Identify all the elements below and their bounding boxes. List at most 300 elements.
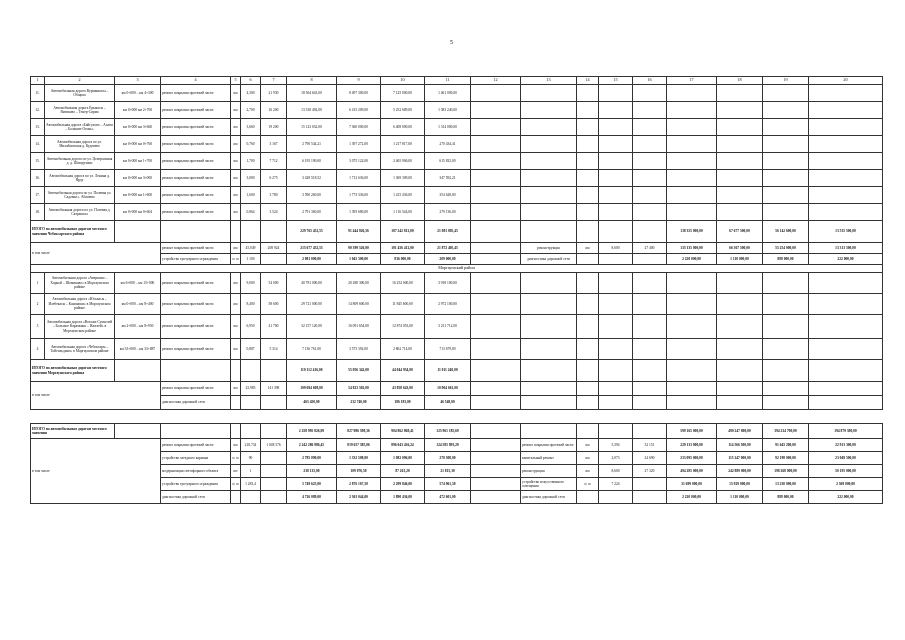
table-cell: км (231, 339, 241, 360)
grand-total-row (31, 424, 883, 439)
table-cell: 8,400 (241, 294, 261, 315)
table-cell (471, 294, 521, 315)
table-cell: 67 677 500,00 (717, 221, 763, 243)
table-cell (471, 221, 521, 243)
column-header: 11 (425, 77, 471, 85)
table-cell: км (231, 273, 241, 294)
table-cell: 354 628,00 (425, 187, 471, 204)
table-cell: 0,760 (241, 136, 261, 153)
table-cell: 31 699 000,00 (667, 478, 717, 491)
table-cell: 1 110 000,00 (717, 491, 763, 504)
table-cell: 896 043 436,24 (381, 439, 425, 452)
table-cell: 3 (31, 315, 45, 339)
table-cell: 24 690 (633, 452, 667, 465)
road-name: Автомобильная дорога по ул. Михайловская д. Кудеяево (45, 136, 115, 153)
table-cell: 3 590 260,00 (287, 187, 337, 204)
table-cell (809, 153, 883, 170)
table-cell (667, 382, 717, 396)
table-cell: ремонт покрытия проезжей части (161, 102, 231, 119)
table-cell (633, 382, 667, 396)
table-cell: диагностика дорожной сети (521, 491, 577, 504)
table-cell: 18 564 643,00 (287, 85, 337, 102)
table-cell: 2 081 000,00 (287, 254, 337, 265)
column-header: 3 (115, 77, 161, 85)
table-cell: ремонт покрытия проезжей части (161, 170, 231, 187)
table-cell (667, 204, 717, 221)
table-cell: 14. (31, 136, 45, 153)
including-label: в том числе (31, 382, 161, 410)
table-cell (577, 396, 599, 410)
table-cell: 90 (241, 452, 261, 465)
table-cell: 7 712 (261, 153, 287, 170)
table-cell: 21 872 405,45 (425, 243, 471, 254)
table-cell (261, 478, 287, 491)
table-cell: 4 726 089,00 (287, 491, 337, 504)
table-cell (261, 221, 287, 243)
table-cell (809, 315, 883, 339)
table-cell: 490 247 800,00 (717, 424, 763, 439)
including-label: в том числе (31, 439, 161, 504)
table-cell: 494 285 000,00 (667, 465, 717, 478)
table-cell (667, 119, 717, 136)
column-header: 8 (287, 77, 337, 85)
table-cell: 12. (31, 102, 45, 119)
table-cell (809, 170, 883, 187)
table-cell (521, 102, 577, 119)
table-cell: 19 200 (261, 119, 287, 136)
table-cell (599, 136, 633, 153)
table-row (31, 273, 883, 294)
table-cell (577, 382, 599, 396)
table-cell (521, 204, 577, 221)
table-cell: км (231, 204, 241, 221)
table-cell (763, 360, 809, 382)
table-cell (717, 273, 763, 294)
table-cell (717, 294, 763, 315)
table-cell (809, 119, 883, 136)
table-cell (763, 153, 809, 170)
table-cell (599, 221, 633, 243)
table-cell (577, 170, 599, 187)
table-cell: ремонт покрытия проезжей части (161, 315, 231, 339)
road-name: Автомобильная дорога «Юськасы – Илебекасы – Кашмаши» в Моргаушском районе (45, 294, 115, 315)
table-cell: шт (231, 465, 241, 478)
table-cell (471, 339, 521, 360)
table-cell (633, 315, 667, 339)
table-cell (241, 491, 261, 504)
table-cell (471, 243, 521, 254)
table-cell: 2 785 090,00 (287, 452, 337, 465)
table-cell (471, 187, 521, 204)
table-cell (161, 424, 231, 439)
table-cell: п. м (231, 254, 241, 265)
road-name: Автомобильная дорога по ул. Полевая д. Сятракасы (45, 204, 115, 221)
table-cell (577, 187, 599, 204)
table-cell: 2 862 714,00 (381, 339, 425, 360)
table-cell: 2 220 000,00 (667, 254, 717, 265)
total-row (31, 221, 883, 243)
table-cell (633, 119, 667, 136)
table-cell: 0,864 (241, 204, 261, 221)
table-cell (633, 102, 667, 119)
table-cell: ремонт покрытия проезжей части (161, 294, 231, 315)
table-cell (471, 102, 521, 119)
header-row (31, 77, 883, 85)
column-header: 19 (763, 77, 809, 85)
table-cell: 6 275 (261, 170, 287, 187)
table-cell (471, 153, 521, 170)
table-cell (241, 360, 261, 382)
column-header: 1 (31, 77, 45, 85)
table-cell (521, 85, 577, 102)
table-cell: 40 781 000,00 (287, 273, 337, 294)
table-cell (599, 187, 633, 204)
table-cell: 13 313 500,00 (809, 243, 883, 254)
table-cell: км (231, 153, 241, 170)
table-cell: км 0+000 км 0+604 (115, 204, 161, 221)
table-cell: км 33+000 – км 33+887 (115, 339, 161, 360)
table-cell (809, 360, 883, 382)
table-cell (115, 424, 161, 439)
table-cell: 2 299 846,00 (381, 478, 425, 491)
table-cell: км 0+000 км 3+660 (115, 119, 161, 136)
table-cell (577, 254, 599, 265)
table-cell: 229 133 000,00 (667, 439, 717, 452)
table-cell: 27 320 (633, 465, 667, 478)
table-cell (231, 221, 241, 243)
table-cell: ремонт покрытия проезжей части (161, 382, 231, 396)
table-cell (667, 315, 717, 339)
table-cell (717, 396, 763, 410)
table-cell: 16. (31, 170, 45, 187)
table-cell (471, 396, 521, 410)
table-cell: 888 000,00 (763, 491, 809, 504)
table-cell: км 0+000 км 2+700 (115, 102, 161, 119)
table-cell: 2 876 167,50 (337, 478, 381, 491)
table-cell: 8,600 (599, 243, 633, 254)
table-cell: 2 363 044,00 (337, 491, 381, 504)
table-cell: устройство искусственного освещения (521, 478, 577, 491)
table-cell (577, 491, 599, 504)
table-cell: км (231, 382, 241, 396)
table-cell (471, 204, 521, 221)
table-cell (717, 204, 763, 221)
table-cell (809, 273, 883, 294)
table-cell: 279 136,00 (425, 204, 471, 221)
table-cell: ремонт покрытия проезжей части (161, 243, 231, 254)
table-cell: устройство тротуарного ограждения (161, 478, 231, 491)
table-cell (667, 339, 717, 360)
table-cell: км 0+000 км 1+600 (115, 187, 161, 204)
table-cell: 15. (31, 153, 45, 170)
table-cell (599, 119, 633, 136)
table-cell: диагностика дорожной сети (161, 491, 231, 504)
table-row (31, 102, 883, 119)
table-cell: 1 461 000,00 (425, 85, 471, 102)
table-cell: 3 167 (261, 136, 287, 153)
column-header: 15 (599, 77, 633, 85)
table-cell: 11 011 240,00 (425, 360, 471, 382)
column-header: 7 (261, 77, 287, 85)
table-cell: 20 280 300,00 (337, 273, 381, 294)
table-cell (633, 136, 667, 153)
table-cell: 1,700 (241, 153, 261, 170)
table-cell (809, 382, 883, 396)
table-cell: 1 383 240,00 (425, 102, 471, 119)
table-cell: км (231, 119, 241, 136)
table-cell: 215 677 452,55 (287, 243, 337, 254)
table-cell: 46 548,00 (425, 396, 471, 410)
table-cell: ремонт покрытия проезжей части (161, 439, 231, 452)
table-cell: 8,600 (599, 465, 633, 478)
table-cell: 3,660 (241, 119, 261, 136)
table-cell (521, 119, 577, 136)
table-cell (599, 254, 633, 265)
table-row (31, 204, 883, 221)
column-header: 20 (809, 77, 883, 85)
table-cell: 2 972 100,00 (425, 294, 471, 315)
table-cell: 198 268 000,00 (763, 465, 809, 478)
table-cell: км (231, 102, 241, 119)
table-cell: 3 524 (261, 204, 287, 221)
table-cell: 3,000 (241, 170, 261, 187)
table-cell: 270 508,00 (425, 452, 471, 465)
table-cell: 2 (31, 294, 45, 315)
table-cell: 3 211 712,00 (425, 315, 471, 339)
table-cell (471, 452, 521, 465)
table-cell: 11 845 600,00 (381, 294, 425, 315)
table-cell (521, 170, 577, 187)
road-name: Автомобильная дорога «Чебоксары – Тойгильдино» в Моргаушском районе (45, 339, 115, 360)
table-row (31, 170, 883, 187)
table-cell: 465 450,00 (287, 396, 337, 410)
table-cell: 109 694 608,00 (287, 382, 337, 396)
table-cell: 6 408 000,00 (381, 119, 425, 136)
table-cell: 91 444 826,56 (337, 221, 381, 243)
table-cell: 222 000,00 (809, 254, 883, 265)
table-cell (763, 204, 809, 221)
table-cell: 13 230 000,00 (763, 478, 809, 491)
table-cell (809, 396, 883, 410)
table-cell (577, 360, 599, 382)
table-cell (763, 382, 809, 396)
table-cell: 109 076,50 (337, 465, 381, 478)
table-cell (577, 119, 599, 136)
table-cell: п. м (231, 452, 241, 465)
table-cell: 5 252 689,00 (381, 102, 425, 119)
column-header: 4 (161, 77, 231, 85)
table-cell (633, 187, 667, 204)
table-cell: 2 258 995 826,09 (287, 424, 337, 439)
column-header: 12 (471, 77, 521, 85)
table-cell: 4 (31, 339, 45, 360)
table-cell (717, 339, 763, 360)
table-cell (599, 382, 633, 396)
table-cell (667, 153, 717, 170)
table-cell: модернизация светофорного объекта (161, 465, 231, 478)
table-cell (577, 339, 599, 360)
table-cell (599, 153, 633, 170)
table-cell: 21 815,30 (425, 465, 471, 478)
table-cell: 138 355 000,00 (667, 221, 717, 243)
table-cell: 242 889 000,00 (717, 465, 763, 478)
table-cell: ремонт покрытия проезжей части (161, 339, 231, 360)
column-header: 10 (381, 77, 425, 85)
table-cell (763, 136, 809, 153)
table-cell: км (231, 243, 241, 254)
table-row (31, 439, 883, 452)
table-cell (763, 187, 809, 204)
table-cell (577, 424, 599, 439)
table-cell: 472 601,00 (425, 491, 471, 504)
table-cell (667, 136, 717, 153)
table-cell: 12 874 053,00 (381, 315, 425, 339)
table-cell: км (577, 465, 599, 478)
table-cell: ремонт покрытия проезжей части (161, 85, 231, 102)
table-cell: 1 395 680,00 (337, 204, 381, 221)
table-cell: 1 369 309,00 (381, 170, 425, 187)
table-cell: 1 045 300,00 (337, 254, 381, 265)
column-header: 9 (337, 77, 381, 85)
table-cell: 13 535 500,00 (809, 221, 883, 243)
table-row (31, 243, 883, 254)
table-cell (667, 273, 717, 294)
table-cell (599, 170, 633, 187)
table-cell (577, 153, 599, 170)
table-row (31, 382, 883, 396)
table-cell (717, 382, 763, 396)
table-cell (521, 424, 577, 439)
table-cell: 1 283,4 (241, 478, 261, 491)
table-cell (31, 410, 883, 424)
table-cell: 1 773 336,00 (337, 187, 381, 204)
table-cell: 0,887 (241, 339, 261, 360)
table-cell (717, 315, 763, 339)
table-cell (763, 102, 809, 119)
table-cell: 5,394 (599, 439, 633, 452)
table-cell (261, 491, 287, 504)
road-name: Автомобильная дорога по ул. Полевая ул. Садовая с. Абашево (45, 187, 115, 204)
table-cell: п. м (231, 478, 241, 491)
table-cell (521, 221, 577, 243)
table-cell (809, 136, 883, 153)
table-cell: 713 679,00 (425, 339, 471, 360)
table-cell: ремонт покрытия проезжей части (161, 153, 231, 170)
table-cell (577, 85, 599, 102)
table-cell: 3 575 392,00 (337, 339, 381, 360)
table-cell: 16 200 (261, 102, 287, 119)
table-cell (633, 204, 667, 221)
table-cell (521, 382, 577, 396)
table-cell (633, 491, 667, 504)
table-cell: 15 123 032,00 (287, 119, 337, 136)
table-cell: устройство заездного кармана (161, 452, 231, 465)
table-cell (667, 187, 717, 204)
table-cell (599, 102, 633, 119)
table-cell: 1 082 096,00 (381, 452, 425, 465)
table-cell (471, 439, 521, 452)
table-cell (577, 294, 599, 315)
table-cell (471, 254, 521, 265)
table-cell: 7 224 (599, 478, 633, 491)
table-cell: капитальный ремонт (521, 452, 577, 465)
table-cell: 2,700 (241, 102, 261, 119)
table-cell (809, 204, 883, 221)
table-cell (633, 294, 667, 315)
table-cell: 229 765 452,55 (287, 221, 337, 243)
table-cell: км (231, 170, 241, 187)
table-cell (521, 294, 577, 315)
table-cell: 25,983 (241, 382, 261, 396)
table-row (31, 85, 883, 102)
table-cell (763, 273, 809, 294)
table-cell (599, 396, 633, 410)
table-cell (809, 102, 883, 119)
table-cell (633, 85, 667, 102)
table-cell (231, 424, 241, 439)
table-cell (231, 491, 241, 504)
table-cell (633, 221, 667, 243)
table-cell (717, 360, 763, 382)
table-cell: 2 220 000,00 (667, 491, 717, 504)
table-cell (633, 254, 667, 265)
road-name: Автомобильная дорога по ул. Центральная д. д. Шимурзино (45, 153, 115, 170)
table-cell: ремонт покрытия проезжей части (161, 204, 231, 221)
table-cell: 17. (31, 187, 45, 204)
table-cell: км 0+000 – км 8+400 (115, 294, 161, 315)
table-cell (161, 221, 231, 243)
road-name: Автомобильная дорога Вурманкасы – Общиха (45, 85, 115, 102)
road-name: Автомобильная дорога «Байгулово – Ахаты – Большие Огонь» (45, 119, 115, 136)
page-number: 5 (450, 40, 453, 46)
table-cell: км (231, 294, 241, 315)
table-cell (471, 136, 521, 153)
section-row (31, 265, 883, 273)
table-cell: 209 000,00 (425, 254, 471, 265)
table-cell: 16 252 600,00 (381, 273, 425, 294)
table-cell: км 6+000 – км 15+000 (115, 273, 161, 294)
table-cell: км (577, 452, 599, 465)
table-cell: 1 712 636,00 (337, 170, 381, 187)
table-cell: 22 913 300,00 (809, 439, 883, 452)
table-cell (115, 221, 161, 243)
table-cell: 58 600 (261, 294, 287, 315)
table-cell: 3 780 (261, 187, 287, 204)
table-cell: 2 790 544,21 (287, 136, 337, 153)
table-cell (717, 153, 763, 170)
table-cell (717, 187, 763, 204)
table-cell: км (231, 85, 241, 102)
table-cell: 55 254 000,00 (763, 243, 809, 254)
table-cell (599, 273, 633, 294)
table-row (31, 153, 883, 170)
table-cell (633, 339, 667, 360)
table-cell (633, 424, 667, 439)
table-cell: 141 398 (261, 382, 287, 396)
table-cell: 1 314 000,00 (425, 119, 471, 136)
table-cell (241, 396, 261, 410)
table-cell: 21 930 (261, 85, 287, 102)
table-cell: 3 075 122,00 (337, 153, 381, 170)
table-cell (577, 204, 599, 221)
column-header: 18 (717, 77, 763, 85)
total-label: ИТОГО по автомобильным дорогам местного значения Чебоксарского района (31, 221, 115, 243)
table-cell: 44 044 934,00 (381, 360, 425, 382)
table-cell: 208 924 (261, 243, 287, 254)
table-cell: 91 645 200,00 (763, 439, 809, 452)
table-cell: 233 095 000,00 (667, 452, 717, 465)
table-cell: км (231, 439, 241, 452)
